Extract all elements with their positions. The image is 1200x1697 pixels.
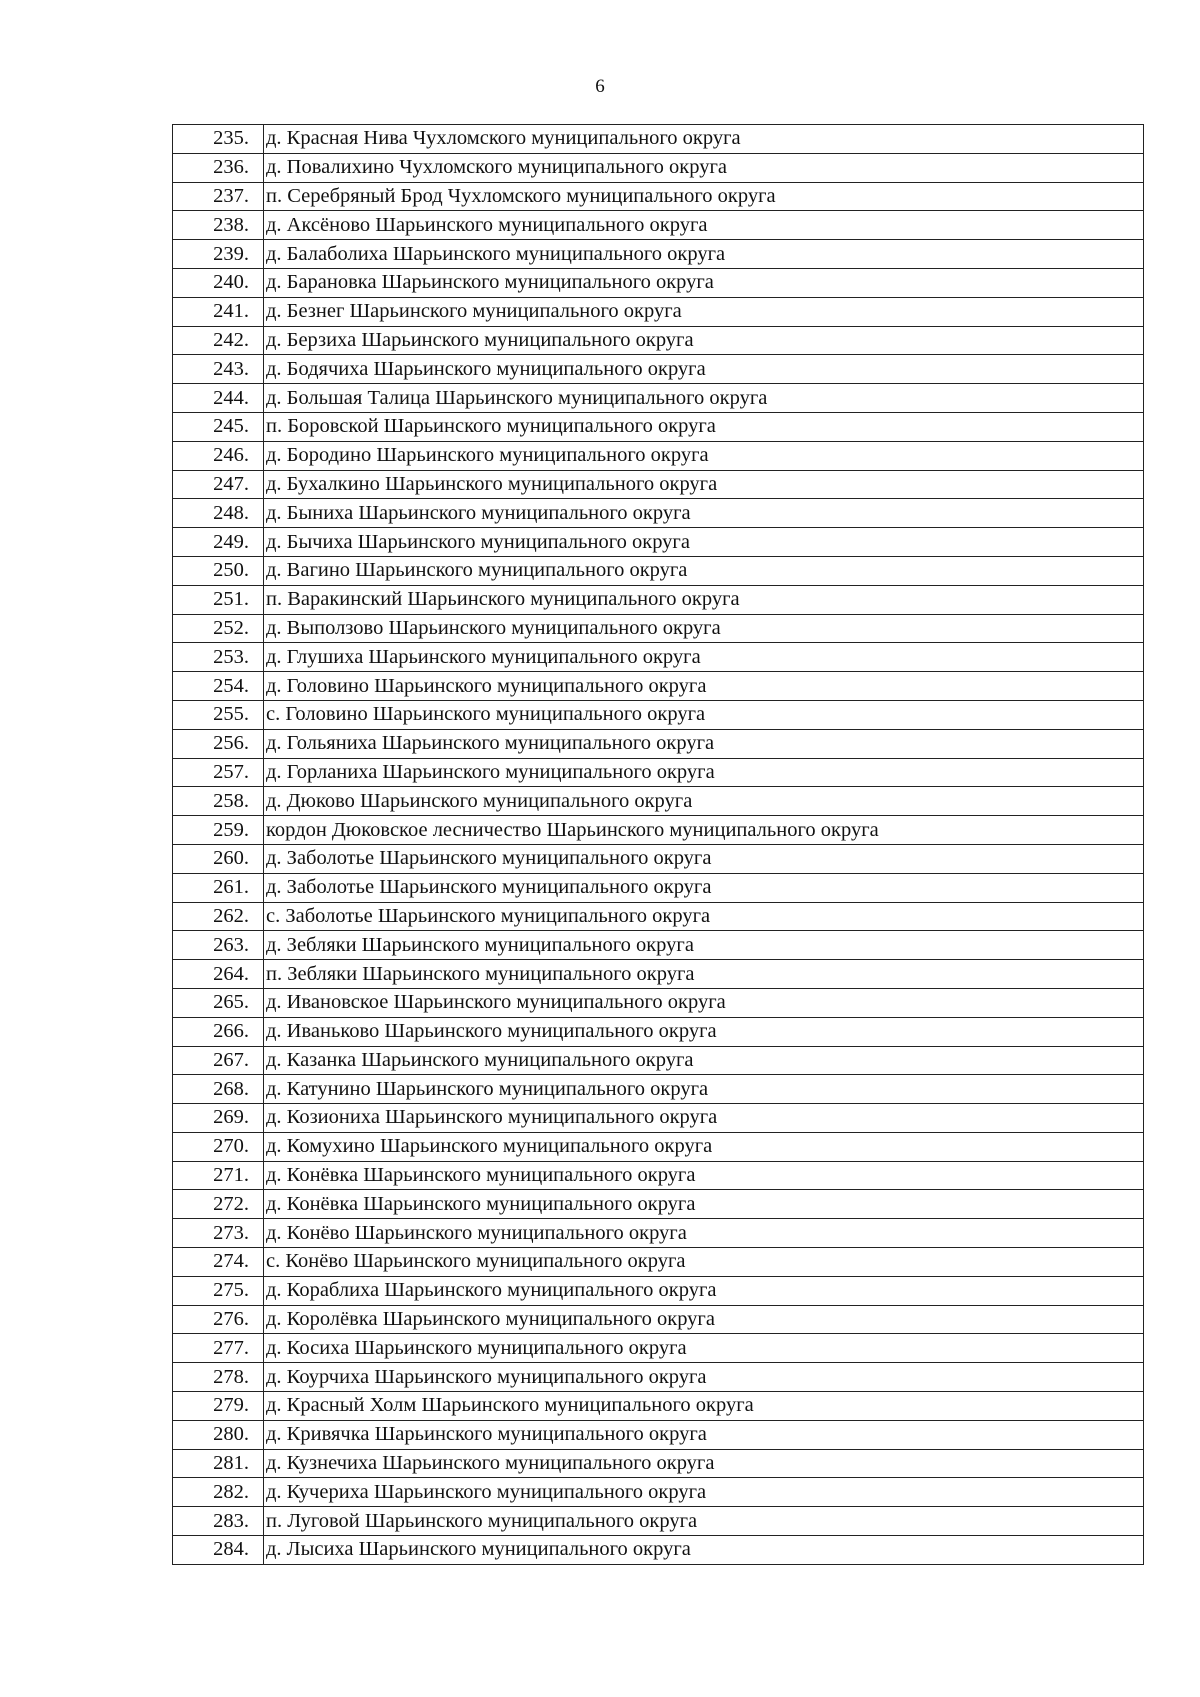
- table-row: [173, 268, 1144, 297]
- settlement-name: с. Заболотье Шарьинского муниципального округа: [264, 902, 1144, 931]
- row-number: 260.: [173, 844, 264, 873]
- table-row: [173, 211, 1144, 240]
- settlement-name: д. Казанка Шарьинского муниципального округа: [264, 1046, 1144, 1075]
- table-row: [173, 1507, 1144, 1536]
- settlement-name: д. Зебляки Шарьинского муниципального округа: [264, 931, 1144, 960]
- settlement-name: п. Серебряный Брод Чухломского муниципального округа: [264, 182, 1144, 211]
- row-number: 267.: [173, 1046, 264, 1075]
- row-number: 243.: [173, 355, 264, 384]
- row-number: 240.: [173, 268, 264, 297]
- table-row: [173, 816, 1144, 845]
- table-row: [173, 1392, 1144, 1421]
- row-number: 245.: [173, 412, 264, 441]
- settlement-name: д. Заболотье Шарьинского муниципального округа: [264, 844, 1144, 873]
- settlement-name: д. Выползово Шарьинского муниципального округа: [264, 614, 1144, 643]
- table-row: [173, 873, 1144, 902]
- row-number: 263.: [173, 931, 264, 960]
- row-number: 238.: [173, 211, 264, 240]
- row-number: 276.: [173, 1305, 264, 1334]
- table-row: [173, 355, 1144, 384]
- table-row: [173, 240, 1144, 269]
- row-number: 237.: [173, 182, 264, 211]
- table-row: [173, 1017, 1144, 1046]
- table-row: [173, 672, 1144, 701]
- table-row: [173, 384, 1144, 413]
- row-number: 277.: [173, 1334, 264, 1363]
- table-row: [173, 1305, 1144, 1334]
- settlements-table-body: [173, 125, 1144, 1565]
- row-number: 246.: [173, 441, 264, 470]
- settlement-name: д. Ивановское Шарьинского муниципального округа: [264, 988, 1144, 1017]
- table-row: [173, 412, 1144, 441]
- row-number: 253.: [173, 643, 264, 672]
- settlement-name: д. Дюково Шарьинского муниципального округа: [264, 787, 1144, 816]
- settlement-name: д. Кузнечиха Шарьинского муниципального округа: [264, 1449, 1144, 1478]
- settlement-name: д. Конёвка Шарьинского муниципального округа: [264, 1190, 1144, 1219]
- row-number: 248.: [173, 499, 264, 528]
- settlement-name: д. Косиха Шарьинского муниципального округа: [264, 1334, 1144, 1363]
- table-row: [173, 528, 1144, 557]
- settlement-name: д. Бычиха Шарьинского муниципального округа: [264, 528, 1144, 557]
- row-number: 242.: [173, 326, 264, 355]
- row-number: 280.: [173, 1420, 264, 1449]
- row-number: 281.: [173, 1449, 264, 1478]
- row-number: 250.: [173, 556, 264, 585]
- table-row: [173, 1161, 1144, 1190]
- row-number: 249.: [173, 528, 264, 557]
- table-row: [173, 182, 1144, 211]
- row-number: 241.: [173, 297, 264, 326]
- settlement-name: д. Комухино Шарьинского муниципального округа: [264, 1132, 1144, 1161]
- table-row: [173, 700, 1144, 729]
- settlement-name: п. Зебляки Шарьинского муниципального округа: [264, 960, 1144, 989]
- table-row: [173, 499, 1144, 528]
- table-row: [173, 470, 1144, 499]
- row-number: 278.: [173, 1363, 264, 1392]
- table-row: [173, 931, 1144, 960]
- settlement-name: д. Кривячка Шарьинского муниципального округа: [264, 1420, 1144, 1449]
- settlement-name: п. Варакинский Шарьинского муниципального округа: [264, 585, 1144, 614]
- settlement-name: д. Катунино Шарьинского муниципального округа: [264, 1075, 1144, 1104]
- table-row: [173, 556, 1144, 585]
- settlement-name: д. Быниха Шарьинского муниципального округа: [264, 499, 1144, 528]
- settlement-name: кордон Дюковское лесничество Шарьинского муниципального округа: [264, 816, 1144, 845]
- table-row: [173, 1363, 1144, 1392]
- settlement-name: д. Головино Шарьинского муниципального округа: [264, 672, 1144, 701]
- page-number: 6: [595, 76, 605, 97]
- row-number: 274.: [173, 1248, 264, 1277]
- table-row: [173, 1104, 1144, 1133]
- row-number: 251.: [173, 585, 264, 614]
- settlement-name: д. Кораблиха Шарьинского муниципального округа: [264, 1276, 1144, 1305]
- row-number: 261.: [173, 873, 264, 902]
- settlement-name: д. Заболотье Шарьинского муниципального округа: [264, 873, 1144, 902]
- row-number: 244.: [173, 384, 264, 413]
- row-number: 258.: [173, 787, 264, 816]
- settlement-name: д. Красный Холм Шарьинского муниципального округа: [264, 1392, 1144, 1421]
- row-number: 259.: [173, 816, 264, 845]
- settlement-name: д. Безнег Шарьинского муниципального округа: [264, 297, 1144, 326]
- table-row: [173, 758, 1144, 787]
- row-number: 266.: [173, 1017, 264, 1046]
- settlement-name: д. Кучериха Шарьинского муниципального округа: [264, 1478, 1144, 1507]
- settlement-name: д. Аксёново Шарьинского муниципального округа: [264, 211, 1144, 240]
- table-row: [173, 1248, 1144, 1277]
- table-row: [173, 1190, 1144, 1219]
- settlement-name: д. Глушиха Шарьинского муниципального округа: [264, 643, 1144, 672]
- settlement-name: д. Балаболиха Шарьинского муниципального округа: [264, 240, 1144, 269]
- row-number: 265.: [173, 988, 264, 1017]
- row-number: 235.: [173, 125, 264, 154]
- table-row: [173, 441, 1144, 470]
- table-row: [173, 1536, 1144, 1565]
- settlement-name: п. Боровской Шарьинского муниципального округа: [264, 412, 1144, 441]
- settlement-name: д. Гольяниха Шарьинского муниципального округа: [264, 729, 1144, 758]
- table-row: [173, 787, 1144, 816]
- row-number: 239.: [173, 240, 264, 269]
- row-number: 270.: [173, 1132, 264, 1161]
- table-row: [173, 1046, 1144, 1075]
- settlements-table: [172, 124, 1144, 1565]
- row-number: 257.: [173, 758, 264, 787]
- settlement-name: д. Королёвка Шарьинского муниципального округа: [264, 1305, 1144, 1334]
- settlement-name: д. Иваньково Шарьинского муниципального округа: [264, 1017, 1144, 1046]
- table-row: [173, 1449, 1144, 1478]
- row-number: 268.: [173, 1075, 264, 1104]
- settlement-name: д. Берзиха Шарьинского муниципального округа: [264, 326, 1144, 355]
- settlement-name: д. Бодячиха Шарьинского муниципального округа: [264, 355, 1144, 384]
- settlement-name: д. Вагино Шарьинского муниципального округа: [264, 556, 1144, 585]
- row-number: 264.: [173, 960, 264, 989]
- table-row: [173, 643, 1144, 672]
- table-row: [173, 614, 1144, 643]
- settlement-name: д. Козиониха Шарьинского муниципального округа: [264, 1104, 1144, 1133]
- row-number: 272.: [173, 1190, 264, 1219]
- table-row: [173, 988, 1144, 1017]
- row-number: 254.: [173, 672, 264, 701]
- row-number: 279.: [173, 1392, 264, 1421]
- settlement-name: д. Большая Талица Шарьинского муниципального округа: [264, 384, 1144, 413]
- table-row: [173, 125, 1144, 154]
- row-number: 236.: [173, 153, 264, 182]
- table-row: [173, 297, 1144, 326]
- settlement-name: д. Коурчиха Шарьинского муниципального округа: [264, 1363, 1144, 1392]
- table-row: [173, 1132, 1144, 1161]
- row-number: 247.: [173, 470, 264, 499]
- table-row: [173, 729, 1144, 758]
- table-row: [173, 153, 1144, 182]
- table-row: [173, 960, 1144, 989]
- row-number: 262.: [173, 902, 264, 931]
- table-row: [173, 326, 1144, 355]
- row-number: 252.: [173, 614, 264, 643]
- settlement-name: с. Головино Шарьинского муниципального округа: [264, 700, 1144, 729]
- table-row: [173, 1075, 1144, 1104]
- settlement-name: с. Конёво Шарьинского муниципального округа: [264, 1248, 1144, 1277]
- table-row: [173, 844, 1144, 873]
- settlement-name: д. Барановка Шарьинского муниципального округа: [264, 268, 1144, 297]
- row-number: 284.: [173, 1536, 264, 1565]
- table-row: [173, 585, 1144, 614]
- row-number: 275.: [173, 1276, 264, 1305]
- row-number: 269.: [173, 1104, 264, 1133]
- settlement-name: д. Конёво Шарьинского муниципального округа: [264, 1219, 1144, 1248]
- row-number: 283.: [173, 1507, 264, 1536]
- row-number: 273.: [173, 1219, 264, 1248]
- settlement-name: п. Луговой Шарьинского муниципального округа: [264, 1507, 1144, 1536]
- row-number: 256.: [173, 729, 264, 758]
- settlement-name: д. Повалихино Чухломского муниципального округа: [264, 153, 1144, 182]
- table-row: [173, 1334, 1144, 1363]
- settlement-name: д. Красная Нива Чухломского муниципального округа: [264, 125, 1144, 154]
- table-row: [173, 1276, 1144, 1305]
- settlement-name: д. Горланиха Шарьинского муниципального округа: [264, 758, 1144, 787]
- row-number: 255.: [173, 700, 264, 729]
- table-row: [173, 902, 1144, 931]
- table-row: [173, 1478, 1144, 1507]
- table-row: [173, 1219, 1144, 1248]
- row-number: 282.: [173, 1478, 264, 1507]
- settlement-name: д. Бухалкино Шарьинского муниципального округа: [264, 470, 1144, 499]
- settlement-name: д. Конёвка Шарьинского муниципального округа: [264, 1161, 1144, 1190]
- row-number: 271.: [173, 1161, 264, 1190]
- table-row: [173, 1420, 1144, 1449]
- settlement-name: д. Лысиха Шарьинского муниципального округа: [264, 1536, 1144, 1565]
- settlement-name: д. Бородино Шарьинского муниципального округа: [264, 441, 1144, 470]
